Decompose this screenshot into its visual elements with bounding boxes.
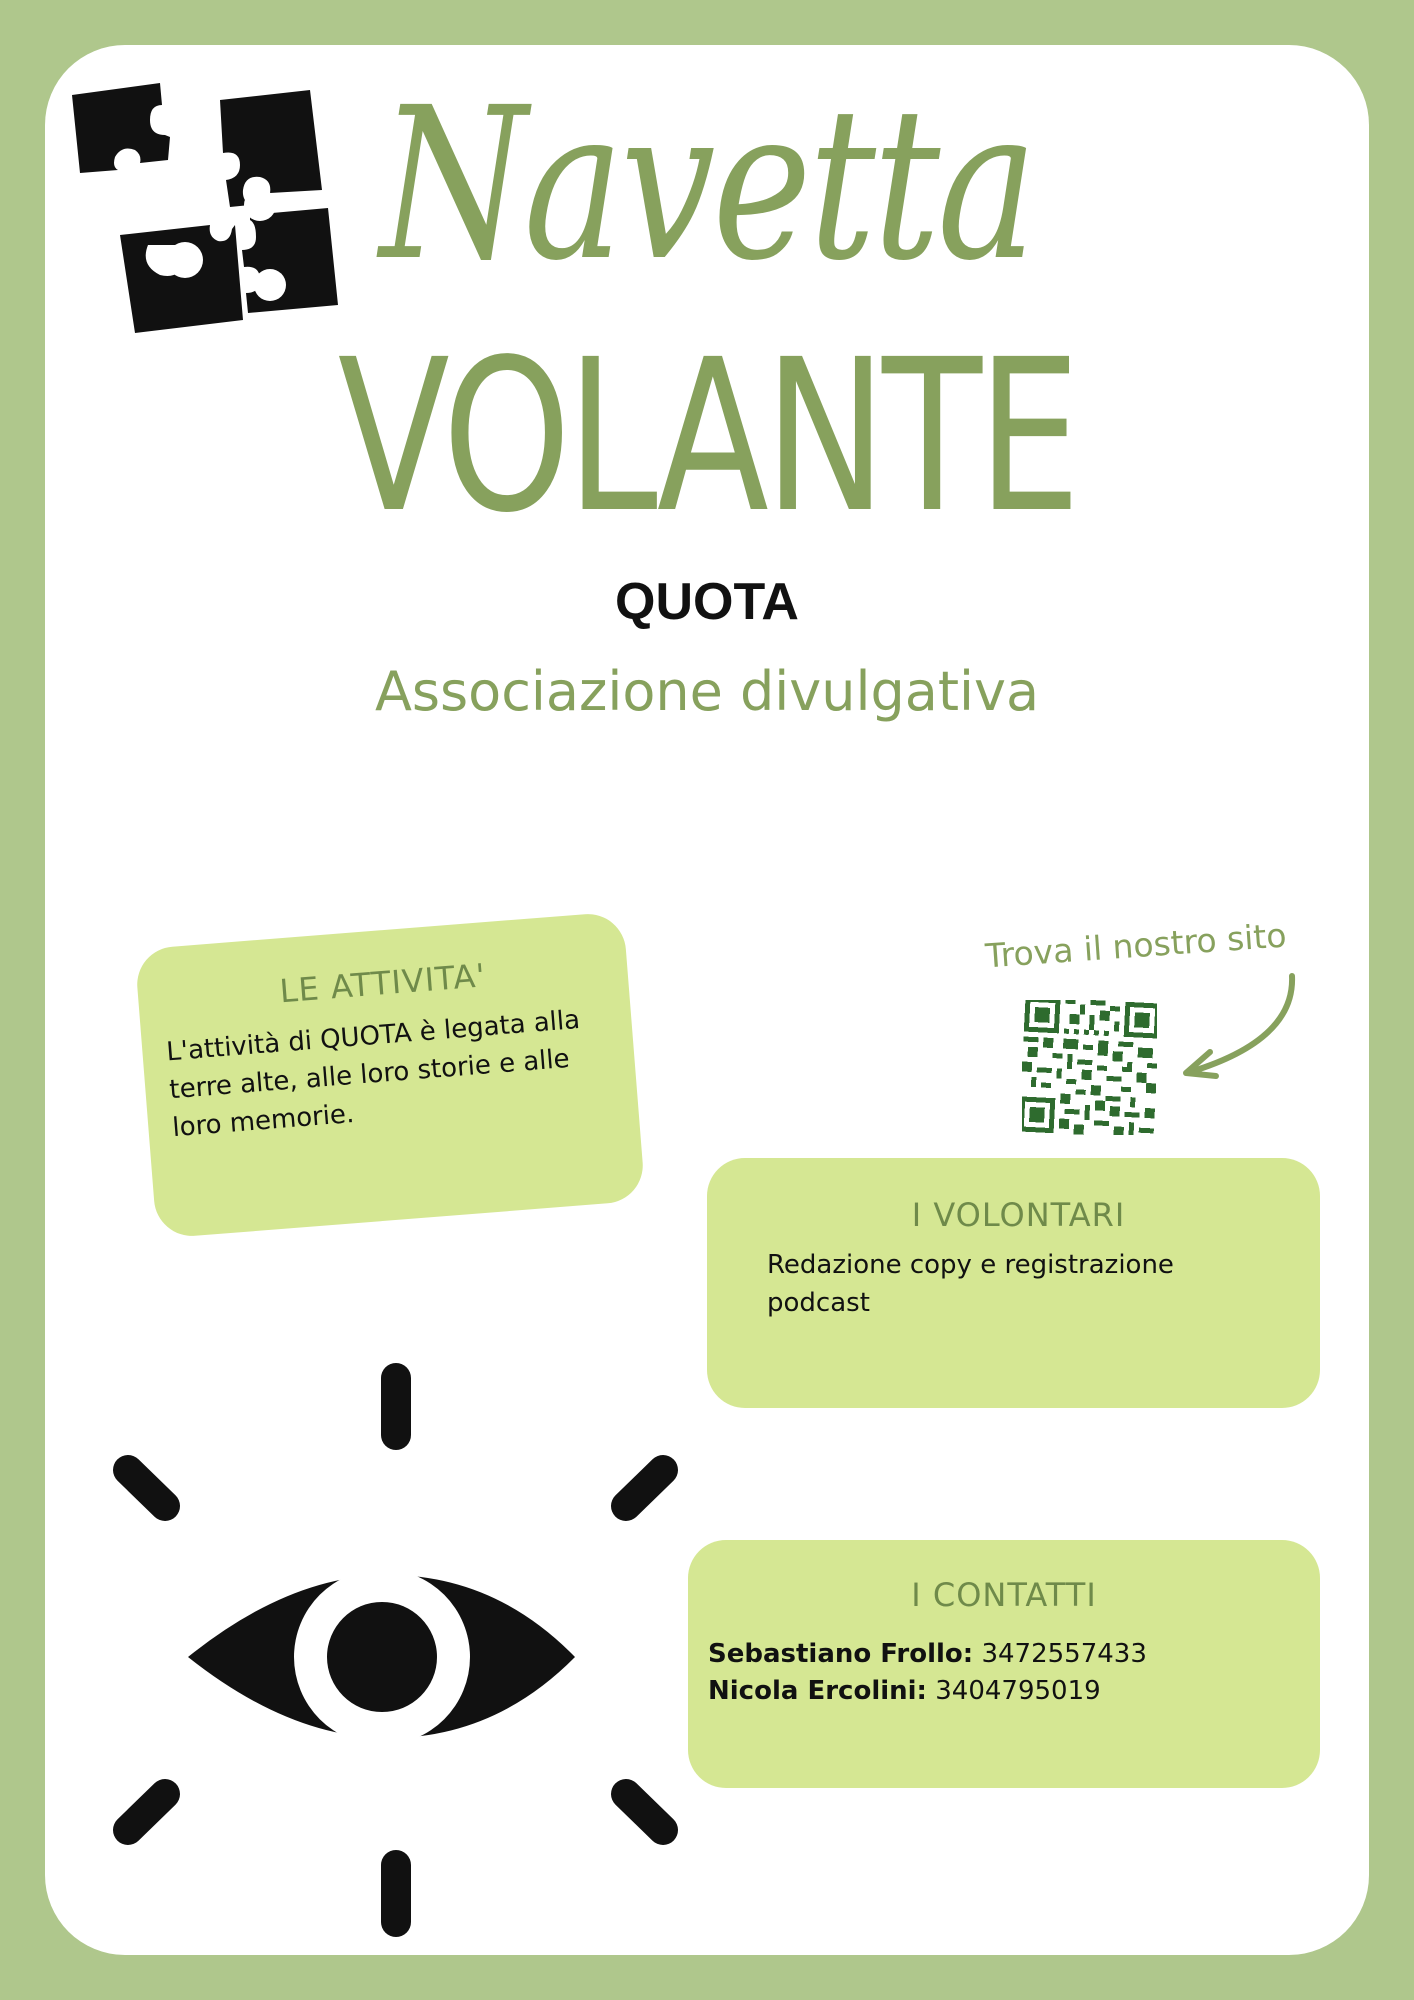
volunteers-box — [707, 1158, 1320, 1408]
organization-subtitle: Associazione divulgativa — [374, 660, 1040, 723]
contact-name: Nicola Ercolini: — [708, 1676, 927, 1706]
activities-title: LE ATTIVITA' — [278, 956, 488, 1011]
activities-text: L'attività di QUOTA è legata alla terre alte, alle loro storie e alle loro memorie. — [165, 1004, 582, 1144]
volunteers-text: Redazione copy e registrazione podcast — [767, 1250, 1174, 1318]
contacts-box — [688, 1540, 1320, 1788]
contact-name: Sebastiano Frollo: — [708, 1639, 974, 1669]
qr-code[interactable] — [1022, 1000, 1157, 1135]
curved-arrow-icon — [1170, 970, 1300, 1080]
eye-icon — [100, 1360, 700, 1940]
organization-name: QUOTA — [615, 573, 799, 631]
contact-row — [708, 1636, 1300, 1673]
title-line-2: VOLANTE — [337, 314, 1077, 559]
website-caption: Trova il nostro sito — [984, 915, 1288, 976]
title-line-1: Navetta — [379, 62, 1035, 307]
contact-row — [708, 1673, 1300, 1710]
contact-phone[interactable]: 3472557433 — [981, 1639, 1147, 1669]
volunteers-title: I VOLONTARI — [911, 1196, 1126, 1234]
activities-box — [134, 911, 645, 1239]
contact-phone[interactable]: 3404795019 — [935, 1676, 1101, 1706]
contacts-title: I CONTATTI — [911, 1576, 1097, 1614]
